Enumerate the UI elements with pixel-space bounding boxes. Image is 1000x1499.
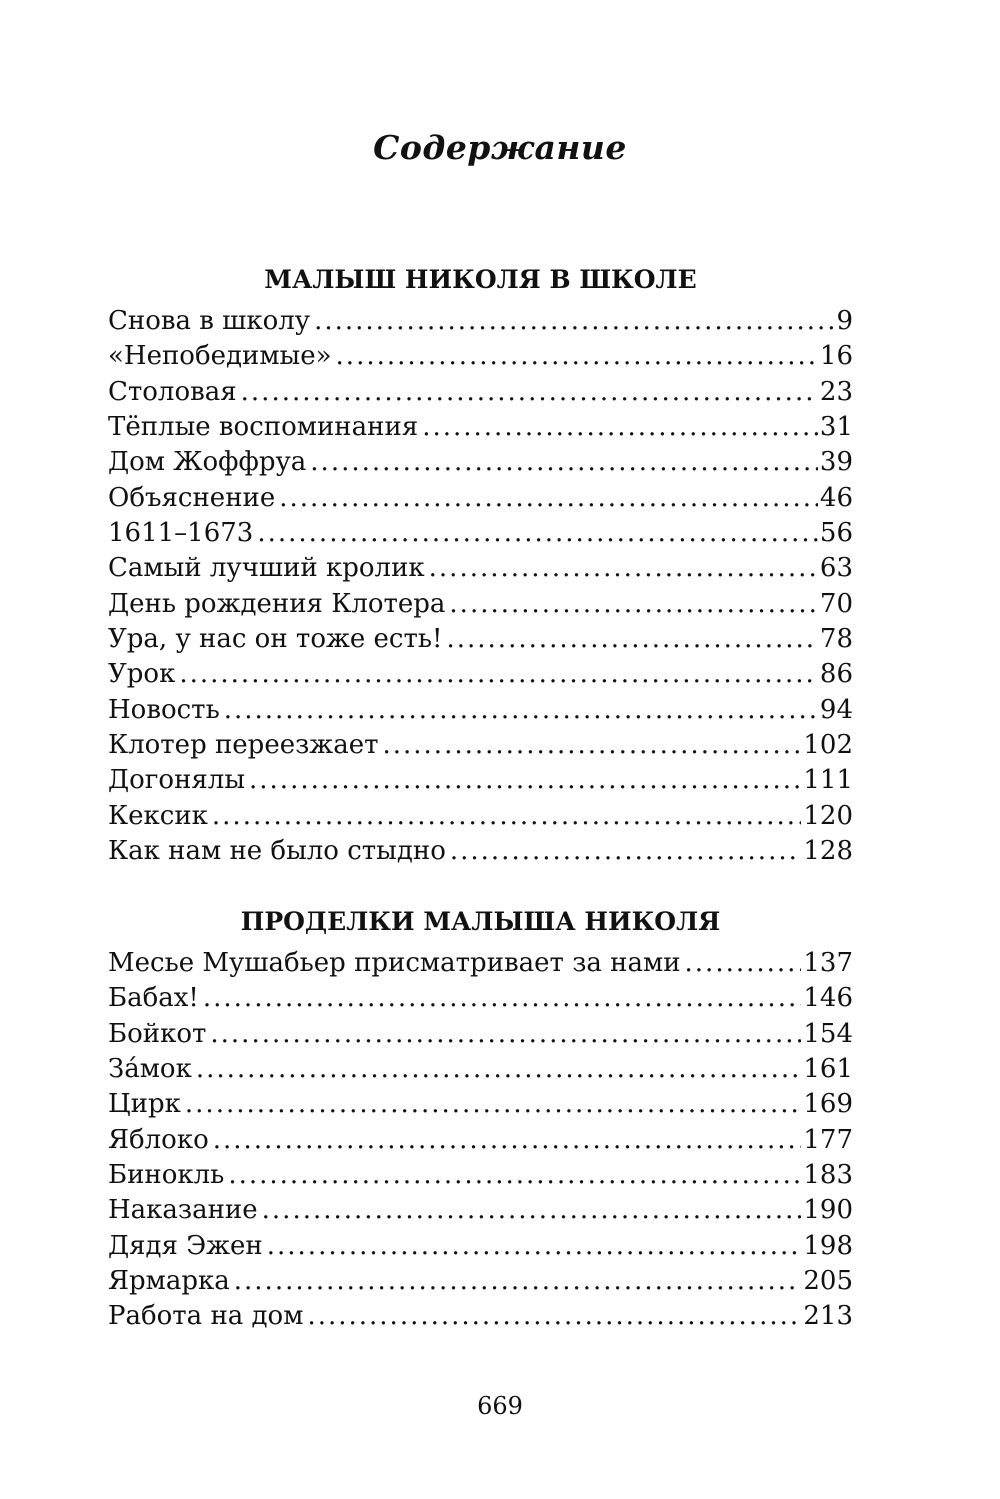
- toc-entry[interactable]: [108, 1158, 853, 1193]
- toc-entry-page: 56: [819, 517, 853, 548]
- dot-leader: [257, 516, 818, 551]
- toc-entry-title: Догонялы: [108, 765, 246, 796]
- dot-leader: [179, 657, 818, 692]
- toc-entry-title: Объяснение: [108, 482, 276, 513]
- dot-leader: [429, 551, 818, 586]
- toc-section-pranks: [108, 905, 853, 1335]
- page-title: Содержание: [373, 128, 627, 167]
- toc-entry[interactable]: [108, 981, 853, 1016]
- toc-entry-page: 23: [819, 376, 853, 407]
- toc-entry-title: День рождения Клотера: [108, 588, 446, 619]
- toc-entry-title: Ярмарка: [108, 1265, 230, 1296]
- toc-entry-list: [108, 946, 853, 1335]
- dot-leader: [685, 946, 802, 981]
- dot-leader: [307, 1299, 801, 1334]
- section-heading: ПРОДЕЛКИ МАЛЫША НИКОЛЯ: [240, 907, 721, 936]
- toc-entry-page: 128: [803, 835, 853, 866]
- toc-entry-title: Наказание: [108, 1195, 258, 1226]
- dot-leader: [210, 1017, 801, 1052]
- toc-entry-title: Тёплые воспоминания: [108, 411, 419, 442]
- toc-entry-list: [108, 304, 853, 869]
- dot-leader: [450, 834, 802, 869]
- dot-leader: [310, 445, 818, 480]
- section-heading: МАЛЫШ НИКОЛЯ В ШКОЛЕ: [264, 265, 697, 294]
- dot-leader: [213, 1123, 802, 1158]
- toc-entry-page: 78: [819, 623, 853, 654]
- dot-leader: [446, 622, 817, 657]
- dot-leader: [241, 375, 818, 410]
- dot-leader: [224, 693, 818, 728]
- dot-leader: [249, 763, 801, 798]
- toc-entry-page: 190: [803, 1195, 853, 1226]
- toc-entry[interactable]: [108, 1299, 853, 1334]
- toc-entry-title: Дядя Эжен: [108, 1230, 263, 1261]
- toc-entry-title: Месье Мушабьер присматривает за нами: [108, 948, 681, 978]
- toc-entry[interactable]: [108, 445, 853, 480]
- toc-entry-page: 183: [803, 1159, 853, 1190]
- toc-entry[interactable]: [108, 1123, 853, 1158]
- toc-entry-title: Дом Жоффруа: [108, 447, 307, 478]
- toc-entry-title: Ура, у нас он тоже есть!: [108, 623, 443, 654]
- toc-entry[interactable]: [108, 516, 853, 551]
- dot-leader: [267, 1229, 802, 1264]
- toc-entry-page: 213: [803, 1301, 853, 1332]
- dot-leader: [228, 1158, 801, 1193]
- dot-leader: [449, 587, 817, 622]
- toc-entry[interactable]: [108, 304, 853, 339]
- toc-entry-title: Бабах!: [108, 983, 199, 1014]
- toc-entry[interactable]: [108, 410, 853, 445]
- dot-leader: [314, 304, 834, 339]
- toc-entry-title: Столовая: [108, 376, 237, 407]
- toc-entry-title: Снова в школу: [108, 306, 311, 336]
- toc-entry-title: Кексик: [108, 800, 208, 831]
- toc-entry-title: 1611–1673: [108, 517, 254, 548]
- toc-entry-title: Новость: [108, 694, 220, 725]
- toc-entry[interactable]: [108, 799, 853, 834]
- toc-entry-page: 16: [819, 341, 853, 372]
- toc-entry-title: Яблоко: [108, 1124, 209, 1155]
- toc-entry[interactable]: [108, 1052, 853, 1087]
- toc-entry-page: 46: [819, 482, 853, 513]
- toc-entry-page: 94: [819, 694, 853, 725]
- dot-leader: [422, 410, 818, 445]
- toc-entry-title: «Непобедимые»: [108, 341, 332, 372]
- toc-entry[interactable]: [108, 587, 853, 622]
- dot-leader: [234, 1264, 802, 1299]
- dot-leader: [262, 1193, 802, 1228]
- dot-leader: [203, 981, 801, 1016]
- toc-entry-page: 137: [803, 948, 853, 978]
- toc-entry-page: 63: [819, 553, 853, 584]
- toc-entry-page: 146: [803, 983, 853, 1014]
- dot-leader: [279, 481, 818, 516]
- toc-entry-title: Цирк: [108, 1089, 181, 1120]
- toc-entry[interactable]: [108, 1193, 853, 1228]
- toc-entry[interactable]: [108, 834, 853, 869]
- toc-entry-title: Урок: [108, 659, 176, 690]
- toc-entry-page: 177: [803, 1124, 853, 1155]
- toc-entry[interactable]: [108, 1229, 853, 1264]
- toc-entry[interactable]: [108, 946, 853, 981]
- toc-entry-page: 161: [803, 1053, 853, 1084]
- dot-leader: [196, 1052, 802, 1087]
- toc-entry-title: Бинокль: [108, 1159, 225, 1190]
- toc-entry[interactable]: [108, 339, 853, 374]
- toc-entry-page: 205: [803, 1265, 853, 1296]
- toc-entry-page: 86: [819, 659, 853, 690]
- toc-entry-page: 9: [836, 306, 853, 336]
- toc-entry[interactable]: [108, 481, 853, 516]
- toc-entry[interactable]: [108, 622, 853, 657]
- toc-entry[interactable]: [108, 693, 853, 728]
- dot-leader: [185, 1087, 801, 1122]
- toc-section-school: [108, 263, 853, 869]
- toc-entry-page: 39: [819, 447, 853, 478]
- toc-entry[interactable]: [108, 1264, 853, 1299]
- toc-entry-page: 70: [819, 588, 853, 619]
- page-number: 669: [477, 1392, 523, 1420]
- toc-entry[interactable]: [108, 1087, 853, 1122]
- toc-entry-page: 198: [803, 1230, 853, 1261]
- toc-entry-title: Самый лучший кролик: [108, 553, 425, 584]
- toc-entry[interactable]: [108, 551, 853, 586]
- toc-entry-page: 120: [803, 800, 853, 831]
- toc-entry-title: Как нам не было стыдно: [108, 835, 446, 866]
- toc-entry-page: 154: [803, 1018, 853, 1049]
- toc-entry-page: 102: [803, 729, 853, 760]
- toc-entry-title: Клотер переезжает: [108, 729, 379, 760]
- toc-entry-page: 169: [803, 1089, 853, 1120]
- toc-entry-page: 31: [819, 411, 853, 442]
- toc-entry[interactable]: [108, 657, 853, 692]
- dot-leader: [212, 799, 801, 834]
- dot-leader: [336, 339, 818, 374]
- toc-entry[interactable]: [108, 728, 853, 763]
- toc-entry-title: Работа на дом: [108, 1301, 304, 1332]
- toc-entry-title: Бойкот: [108, 1018, 207, 1049]
- toc-entry[interactable]: [108, 763, 853, 798]
- toc-entry[interactable]: [108, 1017, 853, 1052]
- toc-entry-title: За́мок: [108, 1053, 192, 1084]
- toc-entry[interactable]: [108, 375, 853, 410]
- dot-leader: [382, 728, 801, 763]
- toc-entry-page: 111: [803, 765, 853, 796]
